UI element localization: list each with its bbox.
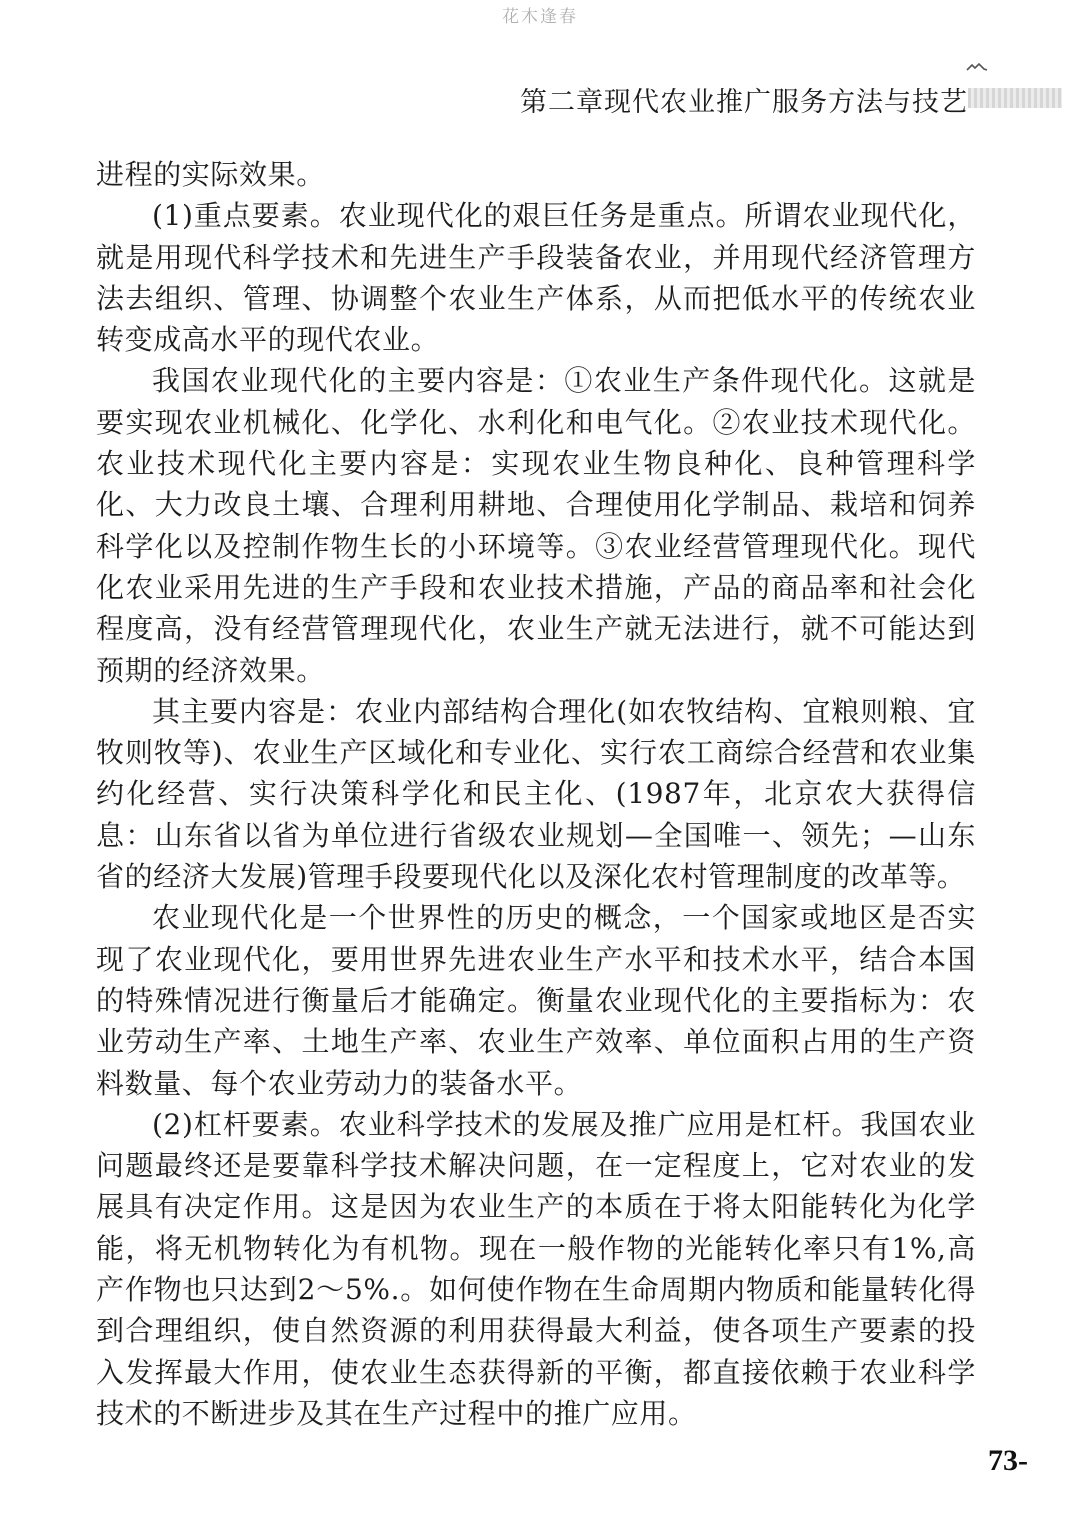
- page-number: 73-: [988, 1444, 1028, 1477]
- paragraph: 进程的实际效果。: [96, 158, 325, 191]
- paragraph: (2)杠杆要素。农业科学技术的发展及推广应用是杠杆。我国农业问题最终还是要靠科学技术解决问题，在一定程度上，它对农业的发展具有决定作用。这是因为农业生产的本质在于将太阳能转化为化学能，将无机物转化为有机物。现在一般作物的光能转化率只有1%,高产作物也只达到2～5%.。如何使作物在生命周期内物质和能量转化得到合理组织，使自然资源的利用获得最大利益，使各项生产要素的投入发挥最大作用，使农业生态获得新的平衡，都直接依赖于农业科学技术的不断进步及其在生产过程中的推广应用。: [96, 1107, 976, 1430]
- scan-artifact-icon: [966, 62, 988, 72]
- paragraph: (1)重点要素。农业现代化的艰巨任务是重点。所谓农业现代化，就是用现代科学技术和先进生产手段装备农业，并用现代经济管理方法去组织、管理、协调整个农业生产体系，从而把低水平的传统农业转变成高水平的现代农业。: [96, 199, 976, 357]
- body-text: [96, 154, 976, 1434]
- paragraph: 农业现代化是一个世界性的历史的概念，一个国家或地区是否实现了农业现代化，要用世界先进农业生产水平和技术水平，结合本国的特殊情况进行衡量后才能确定。衡量农业现代化的主要指标为：农业劳动生产率、土地生产率、农业生产效率、单位面积占用的生产资料数量、每个农业劳动力的装备水平。: [96, 901, 976, 1100]
- running-head-title: 第二章现代农业推广服务方法与技艺: [520, 87, 968, 118]
- paragraph: 我国农业现代化的主要内容是：①农业生产条件现代化。这就是要实现农业机械化、化学化、水利化和电气化。②农业技术现代化。农业技术现代化主要内容是：实现农业生物良种化、良种管理科学化、大力改良土壤、合理利用耕地、合理使用化学制品、栽培和饲养科学化以及控制作物生长的小环境等。③农业经营管理现代化。现代化农业采用先进的生产手段和农业技术措施，产品的商品率和社会化程度高，没有经营管理现代化，农业生产就无法进行，就不可能达到预期的经济效果。: [96, 364, 976, 687]
- watermark-text: 花木逢春: [502, 7, 578, 27]
- paragraph: 其主要内容是：农业内部结构合理化(如农牧结构、宜粮则粮、宜牧则牧等)、农业生产区域化和专业化、实行农工商综合经营和农业集约化经营、实行决策科学化和民主化、(1987年，北京农大获得信息：山东省以省为单位进行省级农业规划—全国唯一、领先；—山东省的经济大发展)管理手段要现代化以及深化农村管理制度的改革等。: [96, 694, 976, 894]
- blurred-patch: [968, 88, 1062, 108]
